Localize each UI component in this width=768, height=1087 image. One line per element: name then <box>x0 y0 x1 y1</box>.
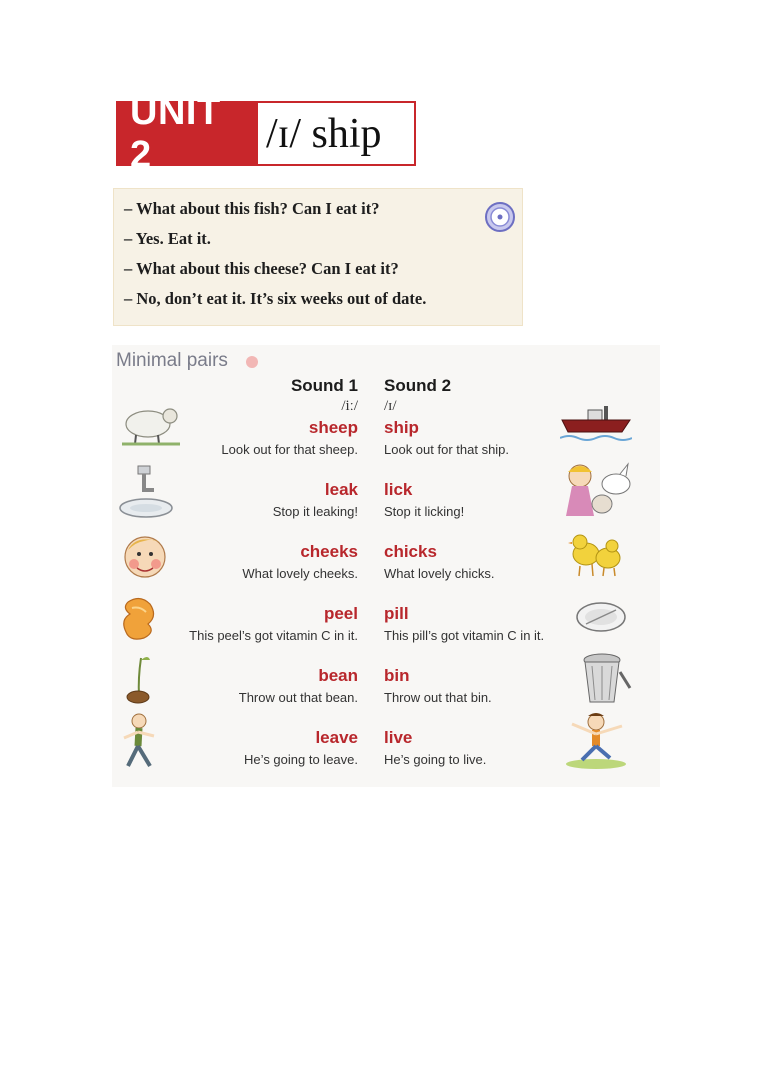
pair-4-word-2: pill <box>384 604 409 623</box>
orange-peel-icon <box>120 594 158 642</box>
pair-6-sentence-1: He’s going to leave. <box>244 752 358 767</box>
dialogue-line-3: – What about this cheese? Can I eat it? <box>124 259 399 278</box>
pill-icon <box>574 600 628 634</box>
minimal-pairs-heading: Minimal pairs <box>116 350 228 371</box>
bean-sprout-icon <box>124 652 154 704</box>
pair-3-sentence-2: What lovely chicks. <box>384 566 495 581</box>
pair-4-sentence-1: This peel’s got vitamin C in it. <box>189 628 358 643</box>
sound2-phoneme: /ɪ/ <box>384 398 397 414</box>
tap-sink-icon <box>118 462 174 520</box>
pair-6-word-1: leave <box>315 728 358 747</box>
unit-title: /ɪ/ ship <box>258 101 416 166</box>
rubbish-bin-icon <box>580 652 632 706</box>
pair-2-word-1: leak <box>324 480 358 499</box>
pair-3-sentence-1: What lovely cheeks. <box>242 566 358 581</box>
sound1-heading: Sound 1 <box>290 376 358 395</box>
pair-2-sentence-2: Stop it licking! <box>384 504 465 519</box>
pair-1-word-1: sheep <box>308 418 358 437</box>
pair-3-word-1: cheeks <box>300 542 358 561</box>
pair-4-word-1: peel <box>323 604 358 623</box>
dialogue-box <box>113 188 523 326</box>
dialogue-line-2: – Yes. Eat it. <box>124 229 211 248</box>
pair-2-sentence-1: Stop it leaking! <box>272 504 358 519</box>
chicks-icon <box>566 530 624 578</box>
pair-1-word-2: ship <box>384 418 419 437</box>
boy-face-icon <box>122 532 168 580</box>
boy-jumping-icon <box>560 712 632 770</box>
sound2-heading: Sound 2 <box>384 376 452 395</box>
dialogue-line-1: – What about this fish? Can I eat it? <box>124 199 380 218</box>
audio-cd-icon[interactable] <box>484 201 516 233</box>
pair-5-word-1: bean <box>318 666 358 685</box>
sheep-icon <box>120 402 182 446</box>
pair-6-sentence-2: He’s going to live. <box>384 752 487 767</box>
pair-1-sentence-1: Look out for that sheep. <box>221 442 358 457</box>
dialogue-line-4: – No, don’t eat it. It’s six weeks out of date. <box>124 289 427 308</box>
sound1-phoneme: /iː/ <box>341 398 358 414</box>
pair-4-sentence-2: This pill’s got vitamin C in it. <box>384 628 545 643</box>
pair-2-word-2: lick <box>384 480 413 499</box>
pair-5-word-2: bin <box>384 666 410 685</box>
girl-and-dog-icon <box>558 460 640 518</box>
pair-6-word-2: live <box>384 728 413 747</box>
pair-1-sentence-2: Look out for that ship. <box>384 442 510 457</box>
pair-3-word-2: chicks <box>384 542 437 561</box>
boy-walking-icon <box>116 712 162 770</box>
unit-label: UNIT 2 <box>116 101 258 166</box>
ship-icon <box>560 404 632 446</box>
pair-5-sentence-1: Throw out that bean. <box>238 690 358 705</box>
heading-dot-icon <box>246 356 258 368</box>
unit-header <box>116 90 416 176</box>
pair-5-sentence-2: Throw out that bin. <box>384 690 492 705</box>
